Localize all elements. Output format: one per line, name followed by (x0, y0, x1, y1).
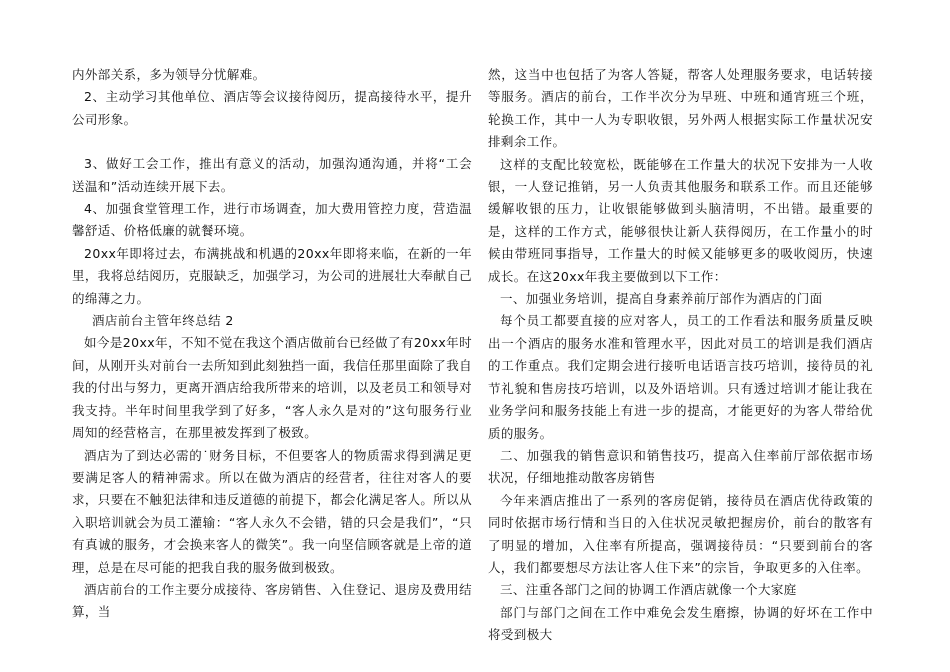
paragraph: 3、做好工会工作，推出有意义的活动，加强沟通沟通，并将“工会送温和”活动连续开展下去。 (72, 156, 472, 194)
paragraph: 20xx年即将过去，布满挑战和机遇的20xx年即将来临，在新的一年里，我将总结阅历，克服缺乏，加强学习，为公司的进展壮大奉献自己的绵薄之力。 (72, 245, 472, 306)
paragraph: 酒店为了到达必需的˙财务目标，不但要客人的物质需求得到满足更要满足客人的精神需求。所以在做为酒店的经营者，往往对客人的要求，只要在不触犯法律和违反道德的前提下，都会化满足客人。所以从入职培训就会为员工灌输：“客人永久不会错，错的只会是我们”，“只有真诚的服务，才会换来客人的微笑”。我一向坚信顾客就是上帝的道理，总是在尽可能的把我自我的服务做到极致。 (72, 447, 472, 575)
paragraph: 每个员工都要直接的应对客人，员工的工作看法和服务质量反映出一个酒店的服务水准和管理水平，因此对员工的培训是我们酒店的工作重点。我们定期会进行接听电话语言技巧培训，接待员的礼节礼貌和售房技巧培训，以及外语培训。只有透过培训才能让我在业务学问和服务技能上有进一步的提高，才能更好的为客人带给优质的服务。 (488, 313, 873, 441)
paragraph: 内外部关系，多为领导分忧解难。 (72, 67, 266, 82)
paragraph: 4、加强食堂管理工作，进行市场调查，加大费用管控力度，营造温馨舒适、价格低廉的就餐环境。 (72, 201, 472, 239)
paragraph: 部门与部门之间在工作中难免会发生磨擦，协调的好坏在工作中将受到极大 (488, 604, 873, 643)
right-column (488, 64, 873, 647)
paragraph: 酒店前台的工作主要分成接待、客房销售、入住登记、退房及费用结算，当 (72, 581, 472, 620)
paragraph: 如今是20xx年，不知不觉在我这个酒店做前台已经做了有20xx年时间，从刚开头对前台一去所知到此刻独挡一面，我信任那里面除了我自我的付出与努力，更离开酒店给我所带来的培训，以及老员工和领导对我支持。半年时间里我学到了好多，“客人永久是对的”这句服务行业周知的经营格言，在那里被发挥到了极致。 (72, 335, 472, 441)
section-heading: 三、注重各部门之间的协调工作酒店就像一个大家庭 (500, 582, 797, 598)
section-title: 酒店前台主管年终总结 2 (92, 313, 234, 329)
paragraph: 2、主动学习其他单位、酒店等会议接待阅历，提高接待水平，提升公司形象。 (72, 89, 472, 127)
section-heading: 二、加强我的销售意识和销售技巧，提高入住率前厅部依据市场状况，仔细地推动散客房销售 (488, 447, 873, 486)
section-heading: 一、加强业务培训，提高自身素养前厅部作为酒店的门面 (500, 291, 823, 307)
blank-line (72, 131, 472, 153)
paragraph: 然，这当中也包括了为客人答疑，帮客人处理服务要求，电话转接等服务。酒店的前台，工作半次分为早班、中班和通宵班三个班，轮换工作，其中一人为专职收银，另外两人根据实际工作量状况安排剩余工作。 (488, 67, 873, 150)
left-column (72, 64, 472, 624)
paragraph: 今年来酒店推出了一系列的客房促销，接待员在酒店优待政策的同时依据市场行情和当日的入住状况灵敏把握房价，前台的散客有了明显的增加，入住率有所提高，强调接待员：“只要到前台的客人，我们都要想尽方法让客人住下来”的宗旨，争取更多的入住率。 (488, 492, 873, 575)
paragraph: 这样的支配比较宽松，既能够在工作量大的状况下安排为一人收银，一人登记推销，另一人负责其他服务和联系工作。而且还能够缓解收银的压力，让收银能够做到头脑清明，不出错。最重要的是，这样的工作方式，能够很快让新人获得阅历，在工作量小的时候由带班同事指导，工作量大的时候又能够更多的吸收阅历，快速成长。在这20xx年我主要做到以下工作： (488, 156, 873, 284)
